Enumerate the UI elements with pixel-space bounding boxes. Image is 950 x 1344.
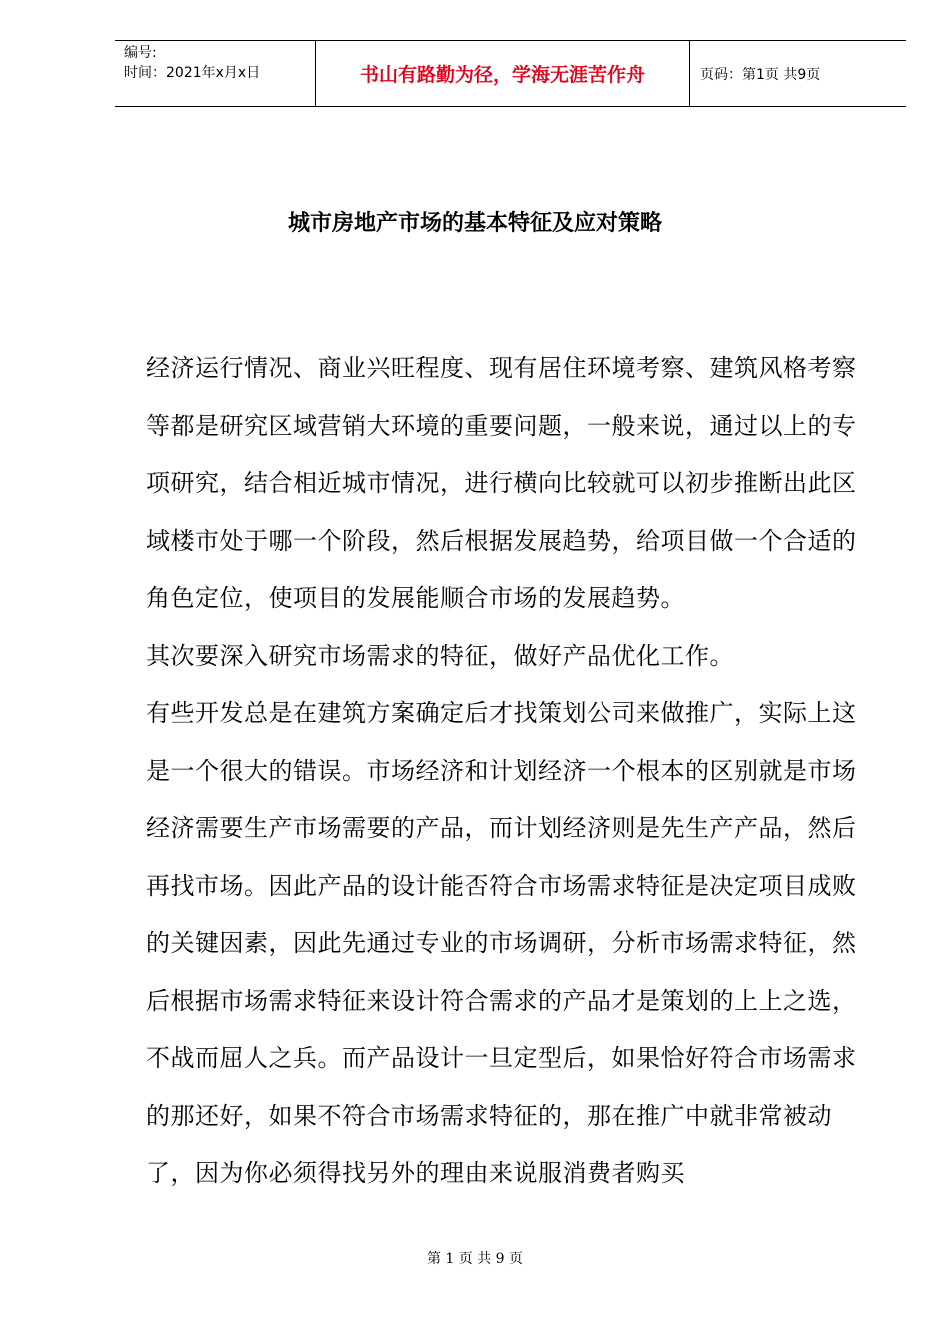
document-number-label: 编号: — [124, 45, 157, 61]
body-paragraph: 其次要深入研究市场需求的特征，做好产品优化工作。 — [146, 641, 734, 670]
body-paragraph: 有些开发总是在建筑方案确定后才找策划公司来做推广，实际上这是一个很大的错误。市场经济和计划经济一个根本的区别就是市场经济需要生产市场需要的产品，而计划经济则是先生产产品，然后再找市场。因此产品的设计能否符合市场需求特征是决定项目成败的关键因素，因此先通过专业的市场调研，分析市场需求特征，然后根据市场需求特征来设计符合需求的产品才是策划的上上之选，不战而屈人之兵。而产品设计一旦定型后，如果恰好符合市场需求的那还好，如果不符合市场需求特征的，那在推广中就非常被动了，因为你必须得找另外的理由来说服消费者购买 — [146, 699, 857, 1187]
document-time-label: 时间：2021年x月x日 — [124, 65, 261, 81]
body-paragraph: 经济运行情况、商业兴旺程度、现有居住环境考察、建筑风格考察等都是研究区域营销大环境的重要问题，一般来说，通过以上的专项研究，结合相近城市情况，进行横向比较就可以初步推断出此区域楼市处于哪一个阶段，然后根据发展趋势，给项目做一个合适的角色定位，使项目的发展能顺合市场的发展趋势。 — [146, 354, 857, 612]
header-meta — [115, 41, 316, 106]
header-page-info: 页码：第1页 共9页 — [700, 66, 821, 83]
page-header — [115, 40, 906, 107]
page-footer: 第 1 页 共 9 页 — [426, 1251, 524, 1267]
header-motto: 书山有路勤为径，学海无涯苦作舟 — [316, 41, 690, 106]
document-body — [146, 340, 866, 1203]
document-title: 城市房地产市场的基本特征及应对策略 — [287, 211, 662, 236]
